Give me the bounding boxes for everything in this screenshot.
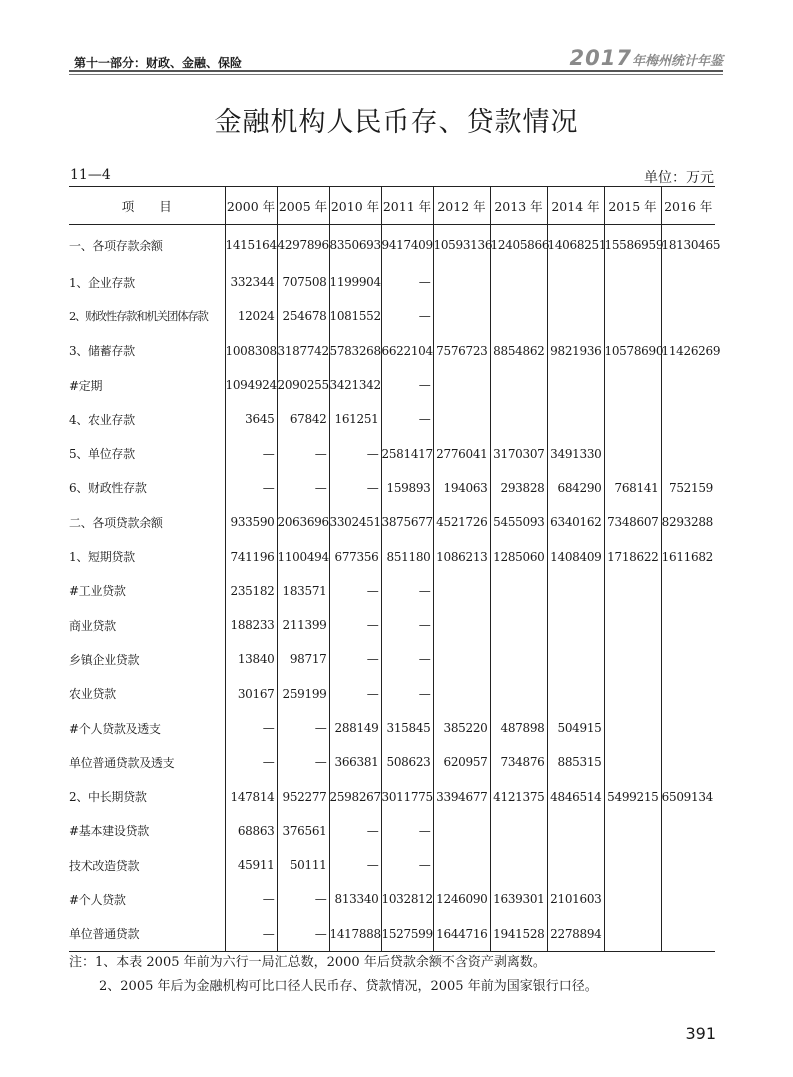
row-label: #个人贷款 xyxy=(69,892,126,907)
cell-value xyxy=(661,608,715,642)
cell-value: 30167 xyxy=(225,677,277,711)
cell-value: 14068251 xyxy=(547,225,604,266)
col-header-year: 2011 年 xyxy=(381,187,433,225)
row-label: 3、储蓄存款 xyxy=(69,344,135,359)
cell-value: 8350693 xyxy=(329,225,381,266)
col-header-year: 2015 年 xyxy=(604,187,661,225)
header-rule xyxy=(69,70,723,72)
cell-value: 4121375 xyxy=(490,779,547,813)
cell-value xyxy=(661,368,715,402)
table-row xyxy=(69,299,715,333)
cell-value: — xyxy=(329,642,381,676)
cell-value: 332344 xyxy=(225,265,277,299)
cell-value: 10578690 xyxy=(604,334,661,368)
table-row xyxy=(69,848,715,882)
cell-value xyxy=(433,642,490,676)
table-row xyxy=(69,745,715,779)
cell-value xyxy=(547,814,604,848)
cell-value: — xyxy=(225,917,277,952)
cell-value: 293828 xyxy=(490,471,547,505)
table-number: 11—4 xyxy=(70,167,111,183)
cell-value xyxy=(433,402,490,436)
cell-value: 98717 xyxy=(277,642,329,676)
section-header: 第十一部分：财政、金融、保险 xyxy=(74,56,243,70)
cell-value xyxy=(604,677,661,711)
cell-value: 147814 xyxy=(225,779,277,813)
cell-value: 5499215 xyxy=(604,779,661,813)
row-label: #工业贷款 xyxy=(69,584,126,599)
cell-value: 159893 xyxy=(381,471,433,505)
cell-value: 1639301 xyxy=(490,882,547,916)
table-row xyxy=(69,882,715,916)
cell-value: 1408409 xyxy=(547,539,604,573)
row-label: 农业贷款 xyxy=(69,687,116,702)
cell-value: 752159 xyxy=(661,471,715,505)
cell-value: — xyxy=(329,814,381,848)
cell-value xyxy=(433,574,490,608)
cell-value: 741196 xyxy=(225,539,277,573)
cell-value xyxy=(433,299,490,333)
cell-value xyxy=(547,265,604,299)
cell-value xyxy=(547,402,604,436)
cell-value: 194063 xyxy=(433,471,490,505)
cell-value xyxy=(604,299,661,333)
cell-value xyxy=(604,917,661,952)
cell-value: 288149 xyxy=(329,711,381,745)
cell-value xyxy=(604,265,661,299)
cell-value: — xyxy=(329,677,381,711)
col-header-year: 2000 年 xyxy=(225,187,277,225)
table-row xyxy=(69,779,715,813)
row-label: 1、短期贷款 xyxy=(69,550,135,565)
cell-value: — xyxy=(329,848,381,882)
cell-value: 10593136 xyxy=(433,225,490,266)
cell-value xyxy=(661,814,715,848)
cell-value xyxy=(433,368,490,402)
cell-value: 188233 xyxy=(225,608,277,642)
cell-value: — xyxy=(381,574,433,608)
table-row xyxy=(69,334,715,368)
footnotes xyxy=(69,951,598,999)
cell-value xyxy=(490,608,547,642)
cell-value: — xyxy=(225,745,277,779)
cell-value: 50111 xyxy=(277,848,329,882)
cell-value: 4846514 xyxy=(547,779,604,813)
cell-value: 851180 xyxy=(381,539,433,573)
cell-value xyxy=(604,368,661,402)
cell-value: 1094924 xyxy=(225,368,277,402)
cell-value: 487898 xyxy=(490,711,547,745)
cell-value: — xyxy=(277,917,329,952)
cell-value xyxy=(661,436,715,470)
cell-value: 3421342 xyxy=(329,368,381,402)
cell-value: 813340 xyxy=(329,882,381,916)
table-row xyxy=(69,402,715,436)
cell-value: 8854862 xyxy=(490,334,547,368)
cell-value: — xyxy=(277,436,329,470)
cell-value: 2278894 xyxy=(547,917,604,952)
cell-value: 1527599 xyxy=(381,917,433,952)
book-name: 年梅州统计年鉴 xyxy=(631,54,723,69)
cell-value xyxy=(547,642,604,676)
data-table xyxy=(69,186,721,952)
table-header-row xyxy=(69,187,715,225)
cell-value xyxy=(547,677,604,711)
cell-value xyxy=(661,642,715,676)
table-row xyxy=(69,677,715,711)
book-year: 2017 xyxy=(569,46,632,70)
cell-value: 1417888 xyxy=(329,917,381,952)
cell-value: — xyxy=(277,471,329,505)
cell-value: 2063696 xyxy=(277,505,329,539)
cell-value: 2598267 xyxy=(329,779,381,813)
col-header-year: 2014 年 xyxy=(547,187,604,225)
cell-value: 7348607 xyxy=(604,505,661,539)
cell-value xyxy=(604,848,661,882)
cell-value: 3187742 xyxy=(277,334,329,368)
cell-value: 1032812 xyxy=(381,882,433,916)
cell-value: 3011775 xyxy=(381,779,433,813)
cell-value: 9417409 xyxy=(381,225,433,266)
cell-value: 385220 xyxy=(433,711,490,745)
cell-value: 1415164 xyxy=(225,225,277,266)
row-label: 单位普通贷款及透支 xyxy=(69,755,175,770)
cell-value xyxy=(547,299,604,333)
cell-value: 183571 xyxy=(277,574,329,608)
row-label: 技术改造贷款 xyxy=(69,858,140,873)
cell-value xyxy=(604,436,661,470)
cell-value: 11426269 xyxy=(661,334,715,368)
cell-value: 366381 xyxy=(329,745,381,779)
cell-value: 12405866 xyxy=(490,225,547,266)
cell-value: 8293288 xyxy=(661,505,715,539)
cell-value: 3302451 xyxy=(329,505,381,539)
cell-value: — xyxy=(225,882,277,916)
cell-value xyxy=(433,814,490,848)
cell-value: 7576723 xyxy=(433,334,490,368)
cell-value: — xyxy=(225,471,277,505)
cell-value: — xyxy=(381,265,433,299)
row-label: 乡镇企业贷款 xyxy=(69,652,140,667)
col-header-year: 2012 年 xyxy=(433,187,490,225)
cell-value xyxy=(661,574,715,608)
row-label: 单位普通贷款 xyxy=(69,917,225,952)
col-header-year: 2013 年 xyxy=(490,187,547,225)
footnote-2: 2、2005 年后为金融机构可比口径人民币存、贷款情况，2005 年前为国家银行口径。 xyxy=(99,979,598,994)
cell-value: 885315 xyxy=(547,745,604,779)
cell-value xyxy=(604,814,661,848)
table-row xyxy=(69,436,715,470)
cell-value: — xyxy=(381,368,433,402)
cell-value xyxy=(604,608,661,642)
cell-value: 952277 xyxy=(277,779,329,813)
cell-value: 768141 xyxy=(604,471,661,505)
cell-value: 235182 xyxy=(225,574,277,608)
page-title: 金融机构人民币存、贷款情况 xyxy=(214,107,579,138)
cell-value: 12024 xyxy=(225,299,277,333)
cell-value: 3491330 xyxy=(547,436,604,470)
cell-value: 1086213 xyxy=(433,539,490,573)
cell-value: 6622104 xyxy=(381,334,433,368)
cell-value: 1644716 xyxy=(433,917,490,952)
cell-value: 2090255 xyxy=(277,368,329,402)
cell-value: 3394677 xyxy=(433,779,490,813)
cell-value: 508623 xyxy=(381,745,433,779)
cell-value: — xyxy=(381,608,433,642)
row-label: 二、各项贷款余额 xyxy=(69,515,163,530)
table-row xyxy=(69,225,715,266)
cell-value: — xyxy=(225,711,277,745)
cell-value xyxy=(661,299,715,333)
cell-value xyxy=(604,642,661,676)
cell-value: 18130465 xyxy=(661,225,715,266)
col-header-year: 2010 年 xyxy=(329,187,381,225)
cell-value: 1941528 xyxy=(490,917,547,952)
cell-value: — xyxy=(277,745,329,779)
footnote-1: 注：1、本表 2005 年前为六行一局汇总数，2000 年后贷款余额不含资产剥离数。 xyxy=(69,955,546,970)
cell-value: 677356 xyxy=(329,539,381,573)
cell-value xyxy=(547,368,604,402)
cell-value xyxy=(490,677,547,711)
book-title xyxy=(570,46,723,70)
cell-value: 1285060 xyxy=(490,539,547,573)
cell-value: 68863 xyxy=(225,814,277,848)
cell-value: 1611682 xyxy=(661,539,715,573)
table-row xyxy=(69,917,715,952)
cell-value xyxy=(604,402,661,436)
cell-value: 1081552 xyxy=(329,299,381,333)
cell-value xyxy=(661,265,715,299)
cell-value: — xyxy=(329,436,381,470)
cell-value: 5783268 xyxy=(329,334,381,368)
cell-value: — xyxy=(329,608,381,642)
cell-value: 13840 xyxy=(225,642,277,676)
cell-value: 315845 xyxy=(381,711,433,745)
cell-value: 1008308 xyxy=(225,334,277,368)
cell-value: — xyxy=(381,642,433,676)
cell-value: — xyxy=(329,471,381,505)
table-row xyxy=(69,608,715,642)
cell-value: — xyxy=(381,402,433,436)
cell-value: 1100494 xyxy=(277,539,329,573)
cell-value: 2101603 xyxy=(547,882,604,916)
row-label: 2、财政性存款和机关团体存款 xyxy=(69,309,208,324)
cell-value xyxy=(433,848,490,882)
cell-value: 504915 xyxy=(547,711,604,745)
cell-value: 2776041 xyxy=(433,436,490,470)
cell-value: 1199904 xyxy=(329,265,381,299)
cell-value xyxy=(433,608,490,642)
cell-value xyxy=(604,745,661,779)
table-row xyxy=(69,539,715,573)
col-header-year: 2016 年 xyxy=(661,187,715,225)
cell-value: 4521726 xyxy=(433,505,490,539)
cell-value xyxy=(604,882,661,916)
cell-value: — xyxy=(277,711,329,745)
cell-value: 734876 xyxy=(490,745,547,779)
table-row xyxy=(69,368,715,402)
cell-value: 6509134 xyxy=(661,779,715,813)
table-row xyxy=(69,814,715,848)
cell-value xyxy=(604,574,661,608)
cell-value: 707508 xyxy=(277,265,329,299)
row-label: 商业贷款 xyxy=(69,618,116,633)
row-label: #个人贷款及透支 xyxy=(69,721,161,736)
row-label: 2、中长期贷款 xyxy=(69,790,147,805)
cell-value xyxy=(661,848,715,882)
cell-value: — xyxy=(381,814,433,848)
cell-value: 376561 xyxy=(277,814,329,848)
cell-value: 3170307 xyxy=(490,436,547,470)
row-label: #定期 xyxy=(69,378,103,393)
cell-value: 15586959 xyxy=(604,225,661,266)
cell-value xyxy=(490,265,547,299)
cell-value: 259199 xyxy=(277,677,329,711)
cell-value xyxy=(490,402,547,436)
cell-value: 45911 xyxy=(225,848,277,882)
cell-value: 1718622 xyxy=(604,539,661,573)
cell-value xyxy=(661,917,715,952)
table-row xyxy=(69,711,715,745)
cell-value: — xyxy=(329,574,381,608)
cell-value xyxy=(547,574,604,608)
cell-value: — xyxy=(225,436,277,470)
row-label: 6、财政性存款 xyxy=(69,481,147,496)
cell-value xyxy=(490,368,547,402)
cell-value: — xyxy=(277,882,329,916)
page-number: 391 xyxy=(685,1024,716,1043)
cell-value xyxy=(490,848,547,882)
cell-value: 6340162 xyxy=(547,505,604,539)
cell-value: 5455093 xyxy=(490,505,547,539)
cell-value xyxy=(661,745,715,779)
cell-value: 3645 xyxy=(225,402,277,436)
unit-label: 单位：万元 xyxy=(644,170,714,186)
cell-value xyxy=(661,402,715,436)
cell-value: 620957 xyxy=(433,745,490,779)
cell-value: 254678 xyxy=(277,299,329,333)
table-row xyxy=(69,471,715,505)
col-header-item: 项 目 xyxy=(69,187,225,225)
cell-value: 2581417 xyxy=(381,436,433,470)
cell-value xyxy=(433,265,490,299)
cell-value xyxy=(490,814,547,848)
cell-value xyxy=(490,299,547,333)
cell-value: 67842 xyxy=(277,402,329,436)
cell-value: 933590 xyxy=(225,505,277,539)
cell-value: 211399 xyxy=(277,608,329,642)
table-row xyxy=(69,265,715,299)
cell-value: 161251 xyxy=(329,402,381,436)
row-label: 5、单位存款 xyxy=(69,447,135,462)
cell-value xyxy=(661,677,715,711)
row-label: 一、各项存款余额 xyxy=(69,238,163,253)
cell-value: 684290 xyxy=(547,471,604,505)
cell-value: 4297896 xyxy=(277,225,329,266)
cell-value xyxy=(661,711,715,745)
table-row xyxy=(69,574,715,608)
cell-value xyxy=(490,574,547,608)
cell-value: 3875677 xyxy=(381,505,433,539)
cell-value: 9821936 xyxy=(547,334,604,368)
cell-value: — xyxy=(381,677,433,711)
cell-value: — xyxy=(381,299,433,333)
row-label: 1、企业存款 xyxy=(69,275,135,290)
cell-value xyxy=(547,848,604,882)
cell-value xyxy=(661,882,715,916)
header-rule-thin xyxy=(69,74,723,75)
table-row xyxy=(69,505,715,539)
cell-value xyxy=(604,711,661,745)
cell-value xyxy=(547,608,604,642)
cell-value: 1246090 xyxy=(433,882,490,916)
table-row xyxy=(69,642,715,676)
cell-value xyxy=(490,642,547,676)
cell-value: — xyxy=(381,848,433,882)
cell-value xyxy=(433,677,490,711)
row-label: #基本建设贷款 xyxy=(69,824,149,839)
col-header-year: 2005 年 xyxy=(277,187,329,225)
row-label: 4、农业存款 xyxy=(69,412,135,427)
